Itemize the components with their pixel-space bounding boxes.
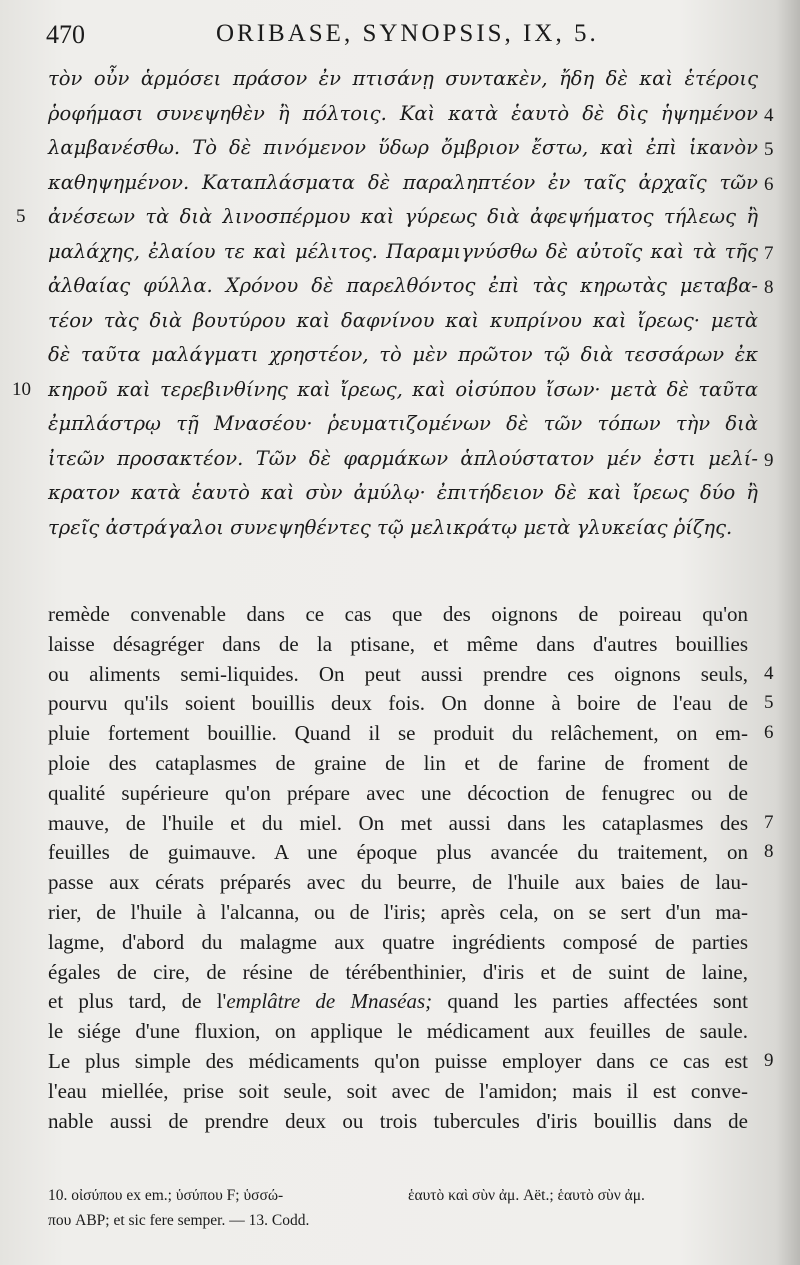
french-line: ou aliments semi-liquides. On peut aussi prendre ces oignons seuls, [48,661,748,686]
french-line: ploie des cataplasmes de graine de lin et de farine de froment de [48,750,748,775]
greek-line: τρεῖς ἀστράγαλοι συνεψηθέντες τῷ μελικράτῳ μετὰ γλυκείας ῥίζης. [48,515,733,539]
french-line: lagme, d'abord du malagme aux quatre ingrédients composé de parties [48,929,748,954]
greek-right-section-number: 8 [764,277,774,298]
greek-right-section-number: 6 [764,173,774,195]
greek-line: τὸν οὖν ἁρμόσει πράσον ἐν πτισάνῃ συντακὲν, ἤδη δὲ καὶ ἑτέροις [48,67,758,90]
greek-right-section-number: 4 [764,104,774,126]
italic-title: emplâtre de Mnaséas; [226,989,433,1014]
footnote-line: 10. οἰσύπου ex em.; ὑσύπου F; ὑσσώ- [48,1187,284,1204]
greek-line: καθηψημένον. Καταπλάσματα δὲ παραληπτέον ἐν ταῖς ἀρχαῖς τῶν [48,170,758,194]
footnote-line: που ABP; et sic fere semper. — 13. Codd. [48,1212,310,1229]
french-line: feuilles de guimauve. A une époque plus avancée du traitement, on [48,840,748,865]
french-line: pourvu qu'ils soient bouillis deux fois. On donne à boire de l'eau de [48,691,748,716]
french-line: égales de cire, de résine de térébenthinier, d'iris et de suint de laine, [48,959,748,984]
french-line: laisse désagréger dans de la ptisane, et même dans d'autres bouillies [48,631,748,656]
french-line: pluie fortement bouillie. Quand il se produit du relâchement, on em- [48,721,748,746]
french-line: rier, de l'huile à l'alcanna, ou de l'iris; après cela, on se sert d'un ma- [48,899,748,924]
greek-line: κηροῦ καὶ τερεβινθίνης καὶ ἴρεως, καὶ οἰσύπου ἴσων· μετὰ δὲ ταῦτα [48,377,758,401]
french-line: nable aussi de prendre deux ou trois tubercules d'iris bouillis dans de [48,1108,748,1133]
french-translation-block [48,600,748,1136]
french-line: le siége d'une fluxion, on applique le médicament aux feuilles de saule. [48,1019,748,1044]
footnote-line: ἑαυτὸ καὶ σὺν ἀμ. Aët.; ἑαυτὸ σὺν ἀμ. [408,1187,645,1204]
running-title: ORIBASE, SYNOPSIS, IX, 5. [216,20,599,47]
french-right-section-number: 9 [764,1050,774,1071]
french-right-section-number: 5 [764,692,774,714]
greek-line: ἀνέσεων τὰ διὰ λινοσπέρμου καὶ γύρεως διὰ ἀφεψήματος τήλεως ἢ [48,205,758,228]
running-header [46,16,740,56]
french-line: qualité supérieure qu'on prépare avec une décoction de fenugrec ou de [48,780,748,805]
french-line: l'eau miellée, prise soit seule, soit avec de l'amidon; mais il est conve- [48,1078,748,1103]
greek-line: ἐμπλάστρῳ τῇ Μνασέου· ῥευματιζομένων δὲ τῶν τόπων τὴν διὰ [48,412,758,435]
greek-right-section-number: 9 [764,449,774,471]
greek-left-line-number: 5 [16,206,26,227]
french-line: passe aux cérats préparés avec du beurre, de l'huile aux baies de lau- [48,870,748,895]
french-right-section-number: 4 [764,662,774,684]
greek-line: τέον τὰς διὰ βουτύρου καὶ δαφνίνου καὶ κυπρίνου καὶ ἴρεως· μετὰ [48,308,758,332]
greek-right-section-number: 7 [764,242,774,264]
page-number: 470 [46,20,85,49]
french-right-section-number: 6 [764,722,774,744]
french-line: remède convenable dans ce cas que des oignons de poireau qu'on [48,602,748,626]
greek-line: μαλάχης, ἐλαίου τε καὶ μέλιτος. Παραμιγνύσθω δὲ αὐτοῖς καὶ τὰ τῆς [48,239,758,263]
greek-line: δὲ ταῦτα μαλάγματι χρηστέον, τὸ μὲν πρῶτον τῷ διὰ τεσσάρων ἐκ [48,343,758,366]
greek-line: λαμβανέσθω. Τὸ δὲ πινόμενον ὕδωρ ὄμβριον ἔστω, καὶ ἐπὶ ἱκανὸν [48,136,758,159]
french-right-section-number: 7 [764,811,774,833]
french-line: et plus tard, de l'emplâtre de Mnaséas; quand les parties affectées sont [48,989,749,1014]
greek-text-block [48,62,758,545]
french-line: Le plus simple des médicaments qu'on puisse employer dans ce cas est [48,1048,748,1073]
greek-right-section-number: 5 [764,139,774,160]
french-right-section-number: 8 [764,841,774,863]
greek-line: κρατον κατὰ ἑαυτὸ καὶ σὺν ἀμύλῳ· ἐπιτήδειον δὲ καὶ ἴρεως δύο ἢ [48,481,758,504]
greek-line: ἀλθαίας φύλλα. Χρόνου δὲ παρελθόντος ἐπὶ τὰς κηρωτὰς μεταβα- [48,274,758,297]
footnote-column-right [408,1183,768,1208]
footnote-column-left [48,1183,388,1233]
french-line: mauve, de l'huile et du miel. On met aussi dans les cataplasmes des [48,810,748,835]
greek-left-line-number: 10 [12,378,31,400]
greek-line: ῥοφήμασι συνεψηθὲν ἢ πόλτοις. Καὶ κατὰ ἑαυτὸ δὲ δὶς ἡψημένον [48,101,758,125]
greek-line: ἰτεῶν προσακτέον. Τῶν δὲ φαρμάκων ἁπλούστατον μέν ἐστι μελί- [48,446,758,470]
